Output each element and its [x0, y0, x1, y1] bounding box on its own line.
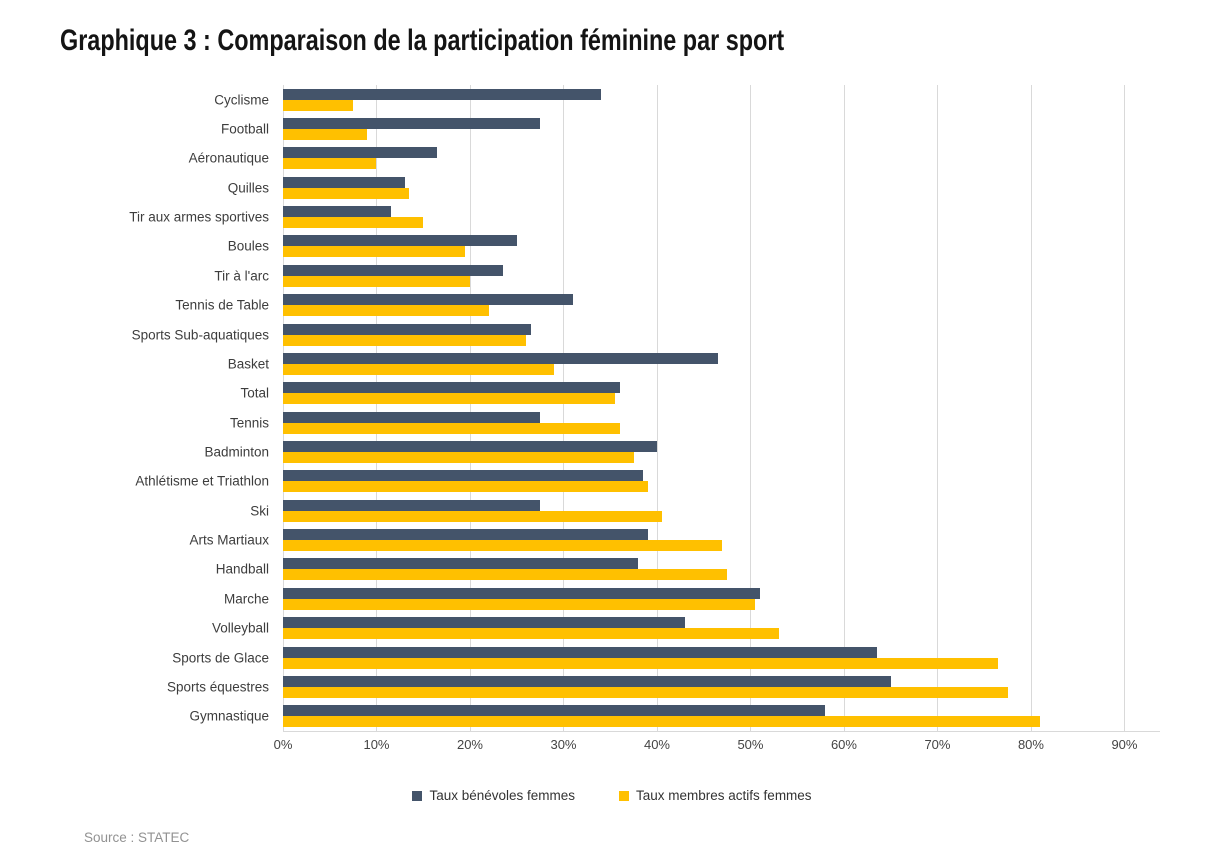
bar-benevoles	[283, 529, 648, 540]
category-row	[227, 232, 1160, 261]
category-label: Gymnastique	[189, 708, 269, 724]
bar-membres-actifs	[283, 628, 779, 639]
bar-benevoles	[283, 324, 531, 335]
category-row	[229, 408, 1160, 437]
category-row	[223, 584, 1160, 613]
category-label: Handball	[215, 561, 269, 577]
category-label: Sports Sub-aquatiques	[131, 327, 269, 343]
bar-benevoles	[283, 441, 657, 452]
x-tick-label: 0%	[273, 737, 293, 752]
legend	[0, 788, 1224, 803]
category-row	[215, 555, 1160, 584]
bar-benevoles	[283, 647, 877, 658]
bar-benevoles	[283, 147, 437, 158]
category-label: Athlétisme et Triathlon	[135, 473, 269, 489]
category-label: Marche	[223, 591, 269, 607]
category-row	[129, 202, 1160, 231]
bar-benevoles	[283, 294, 573, 305]
category-row	[214, 85, 1160, 114]
source-note: Source : STATEC	[84, 830, 190, 845]
category-label: Sports équestres	[166, 679, 269, 695]
category-row	[172, 643, 1160, 672]
category-label: Tennis	[229, 415, 269, 431]
x-axis	[273, 737, 1160, 755]
category-label: Tennis de Table	[175, 297, 269, 313]
category-row	[135, 467, 1160, 496]
x-tick-label: 10%	[363, 737, 390, 752]
bar-benevoles	[283, 500, 540, 511]
bar-membres-actifs	[283, 217, 423, 228]
bar-membres-actifs	[283, 423, 620, 434]
bar-membres-actifs	[283, 658, 998, 669]
bar-membres-actifs	[283, 276, 470, 287]
category-label: Volleyball	[211, 620, 269, 636]
legend-label: Taux membres actifs femmes	[636, 788, 812, 803]
bar-benevoles	[283, 177, 405, 188]
bar-membres-actifs	[283, 540, 722, 551]
category-row	[189, 525, 1160, 554]
category-row	[211, 613, 1160, 642]
category-label: Tir aux armes sportives	[129, 209, 269, 225]
x-tick-label: 90%	[1111, 737, 1138, 752]
category-label: Basket	[227, 356, 269, 372]
category-label: Tir à l'arc	[214, 268, 269, 284]
legend-swatch-icon	[412, 791, 422, 801]
bar-membres-actifs	[283, 335, 526, 346]
x-tick-label: 50%	[737, 737, 764, 752]
category-row	[131, 320, 1160, 349]
legend-label: Taux bénévoles femmes	[429, 788, 576, 803]
bar-benevoles	[283, 705, 825, 716]
category-row	[240, 379, 1160, 408]
bar-membres-actifs	[283, 158, 376, 169]
bar-benevoles	[283, 382, 620, 393]
category-label: Sports de Glace	[172, 650, 269, 665]
bar-benevoles	[283, 353, 718, 364]
x-tick-label: 40%	[643, 737, 670, 752]
bar-membres-actifs	[283, 481, 648, 492]
legend-swatch-icon	[619, 791, 629, 801]
bar-rows	[129, 85, 1160, 731]
bar-membres-actifs	[283, 246, 465, 257]
bar-membres-actifs	[283, 393, 615, 404]
bar-membres-actifs	[283, 305, 489, 316]
x-tick-label: 60%	[830, 737, 857, 752]
bar-benevoles	[283, 206, 391, 217]
category-row	[227, 173, 1160, 202]
category-row	[250, 496, 1160, 525]
category-row	[189, 702, 1160, 731]
x-tick-label: 30%	[550, 737, 577, 752]
category-label: Total	[240, 385, 269, 401]
bar-membres-actifs	[283, 100, 353, 111]
bar-benevoles	[283, 265, 503, 276]
category-label: Arts Martiaux	[189, 532, 269, 548]
plot-area	[129, 85, 1160, 732]
bar-benevoles	[283, 588, 760, 599]
bar-benevoles	[283, 412, 540, 423]
category-label: Ski	[250, 503, 269, 519]
category-row	[214, 261, 1160, 290]
bar-membres-actifs	[283, 129, 367, 140]
bar-membres-actifs	[283, 716, 1040, 727]
category-label: Badminton	[204, 444, 269, 460]
category-row	[166, 672, 1160, 701]
legend-item-membres-actifs	[619, 788, 812, 803]
bar-benevoles	[283, 235, 517, 246]
bar-benevoles	[283, 676, 891, 687]
bar-membres-actifs	[283, 188, 409, 199]
category-label: Boules	[227, 238, 269, 254]
bar-membres-actifs	[283, 687, 1008, 698]
category-row	[188, 144, 1160, 173]
chart-title: Graphique 3 : Comparaison de la participation féminine par sport	[60, 24, 785, 57]
category-row	[175, 291, 1160, 320]
bar-membres-actifs	[283, 452, 634, 463]
bar-membres-actifs	[283, 511, 662, 522]
bar-benevoles	[283, 118, 540, 129]
x-tick-label: 80%	[1017, 737, 1044, 752]
category-label: Aéronautique	[188, 150, 269, 166]
category-label: Cyclisme	[214, 92, 269, 108]
bar-membres-actifs	[283, 599, 755, 610]
x-tick-label: 20%	[456, 737, 483, 752]
legend-item-benevoles	[412, 788, 575, 803]
bar-benevoles	[283, 470, 643, 481]
bar-benevoles	[283, 617, 685, 628]
bar-benevoles	[283, 558, 638, 569]
x-tick-label: 70%	[924, 737, 951, 752]
bar-benevoles	[283, 89, 601, 100]
bar-membres-actifs	[283, 569, 727, 580]
category-row	[220, 114, 1160, 143]
category-label: Football	[220, 121, 269, 137]
category-row	[204, 437, 1160, 466]
category-row	[227, 349, 1160, 378]
category-label: Quilles	[227, 180, 269, 196]
bar-membres-actifs	[283, 364, 554, 375]
